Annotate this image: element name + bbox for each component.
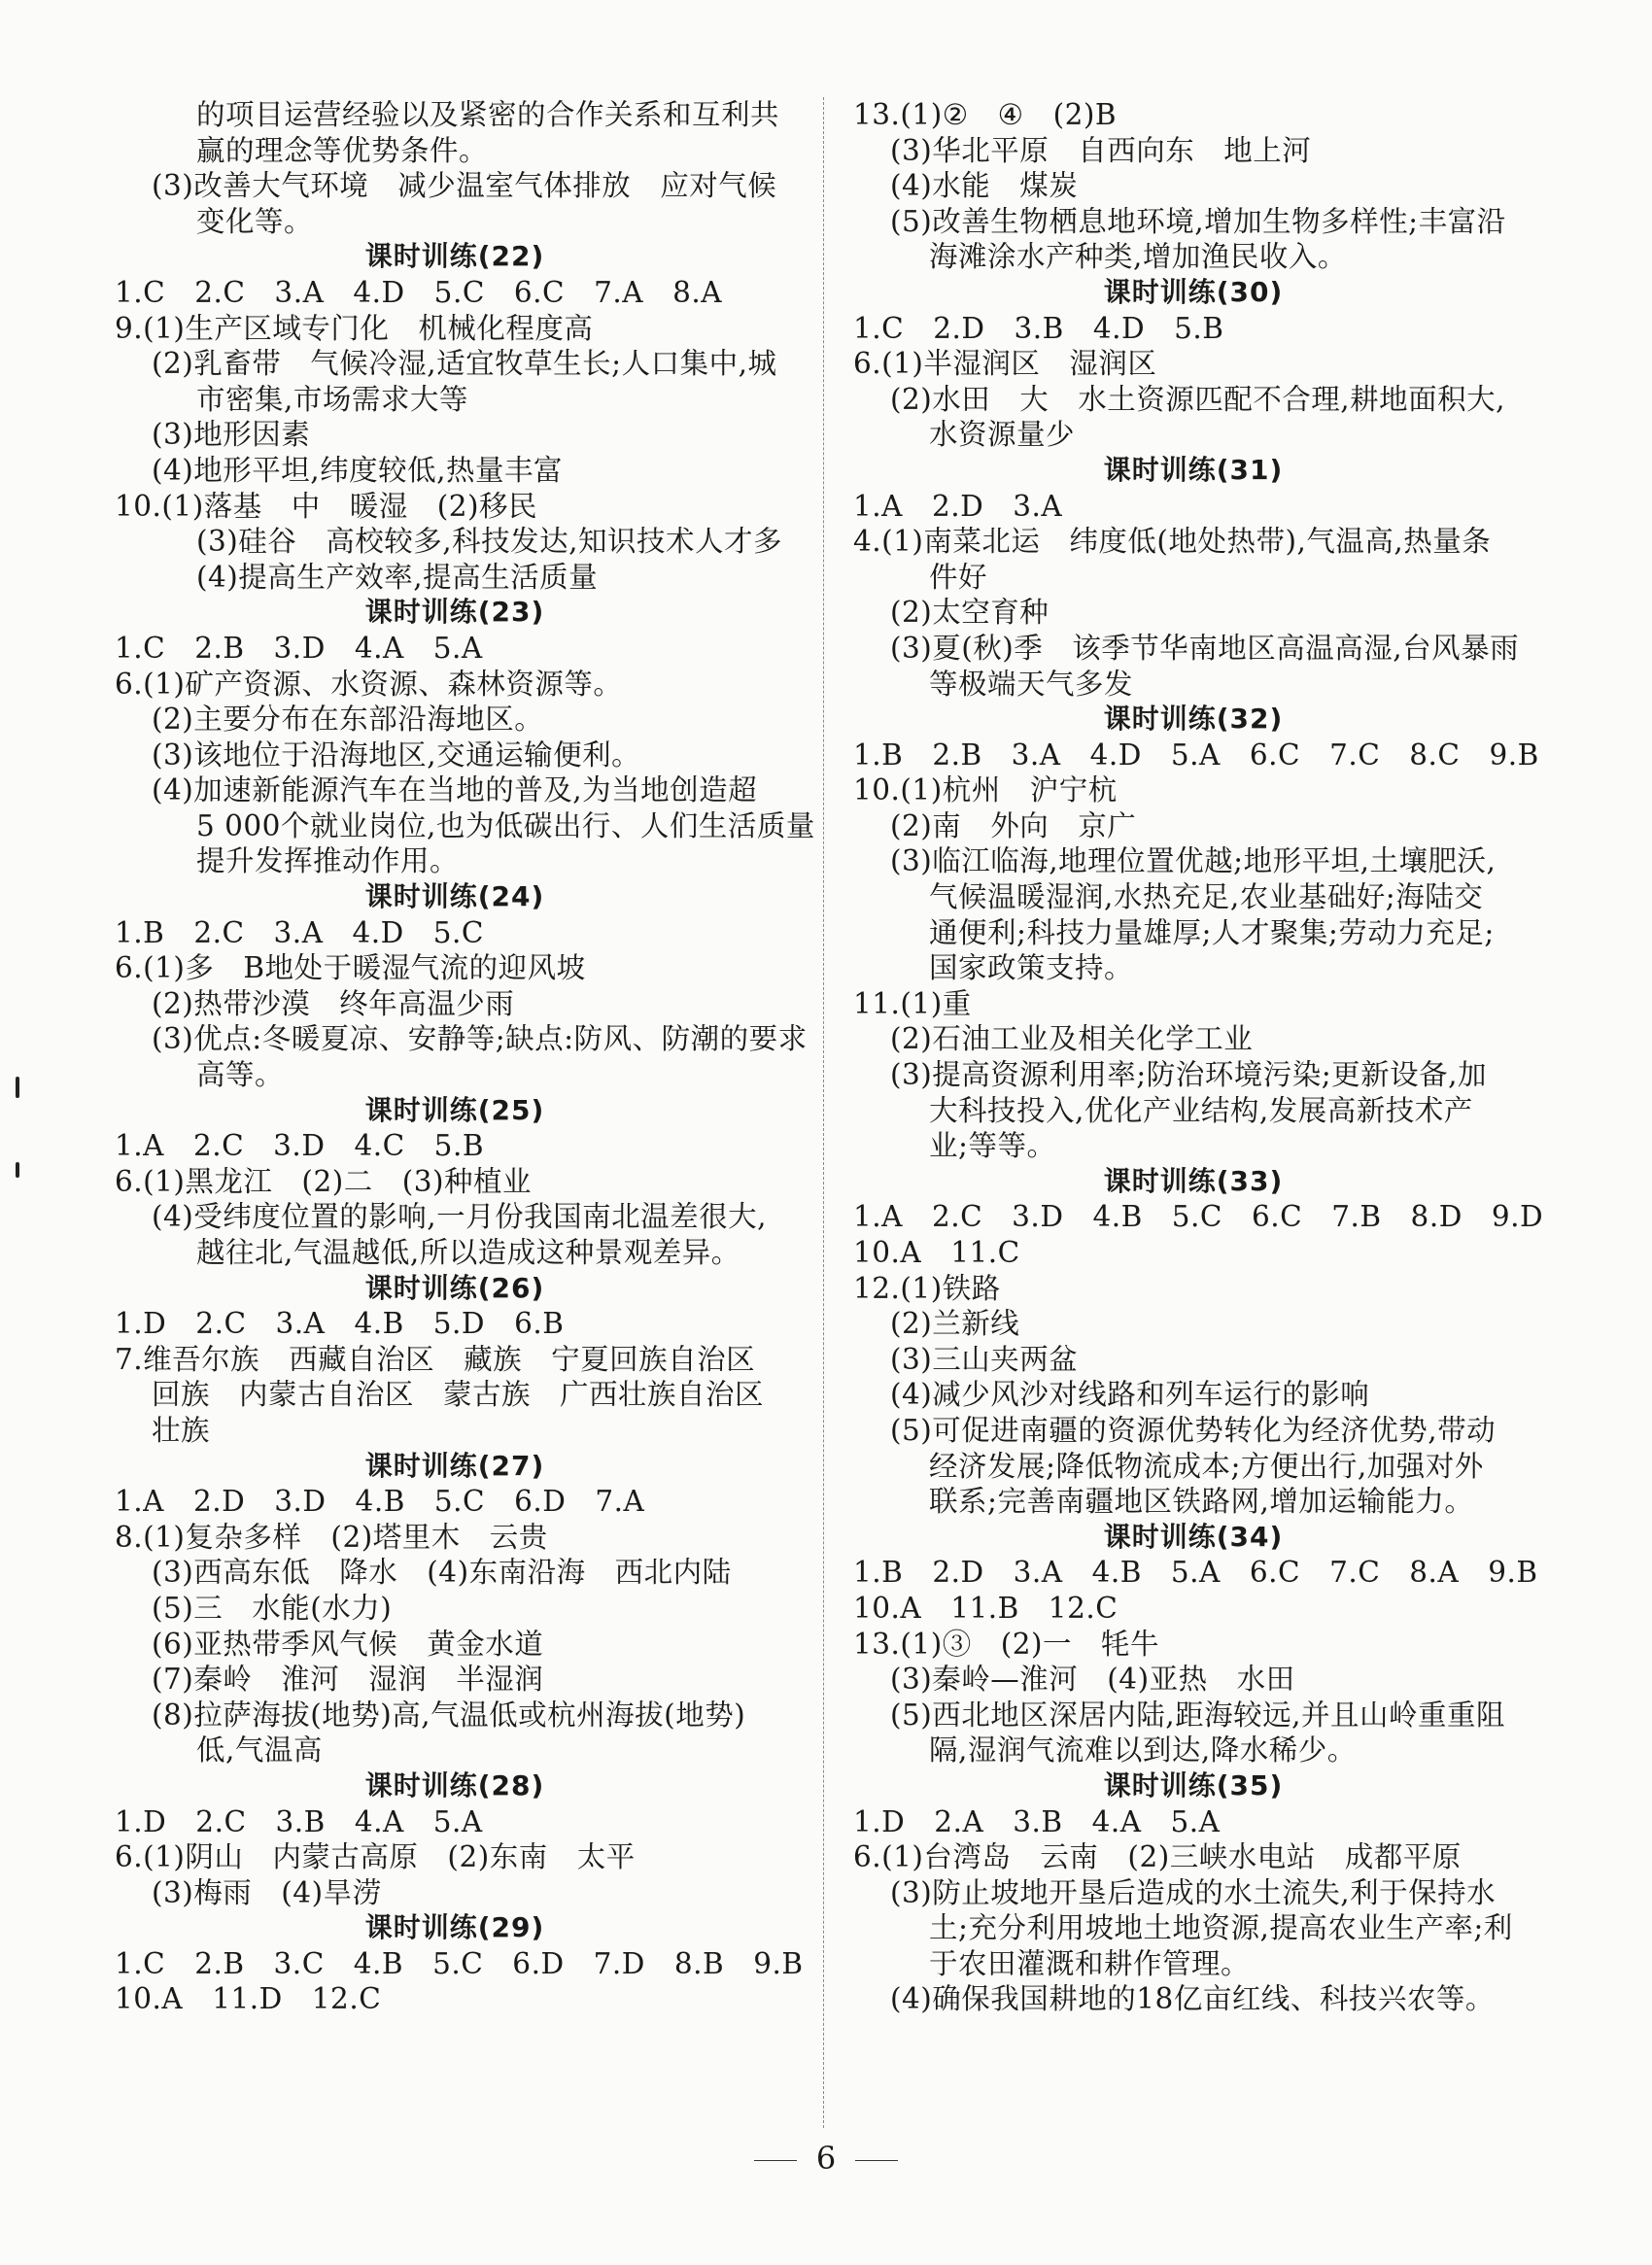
section-heading: 课时训练(27) (364, 1449, 545, 1482)
page-footer (0, 2140, 1652, 2177)
answer-line: 9.(1)生产区域专门化 机械化程度高 (115, 311, 594, 345)
answer-line: (2)水田 大 水土资源匹配不合理,耕地面积大, (890, 382, 1506, 416)
answer-line: (2)兰新线 (890, 1307, 1020, 1341)
answer-line: (5)改善生物栖息地环境,增加生物多样性;丰富沿 (890, 204, 1506, 238)
footer-dash-right (855, 2160, 898, 2161)
answer-line: 1.C 2.D 3.B 4.D 5.B (853, 311, 1224, 345)
answer-line: 10.A 11.D 12.C (115, 1982, 382, 2016)
answer-line: 1.D 2.C 3.A 4.B 5.D 6.B (115, 1307, 565, 1341)
answer-line: 8.(1)复杂多样 (2)塔里木 云贵 (115, 1520, 548, 1554)
answer-line: (5)西北地区深居内陆,距海较远,并且山岭重重阻 (890, 1698, 1506, 1732)
answer-line: 1.A 2.D 3.D 4.B 5.C 6.D 7.A (115, 1485, 645, 1519)
answer-line: 赢的理念等优势条件。 (196, 133, 489, 167)
section-heading: 课时训练(24) (364, 880, 545, 913)
right-column (853, 97, 1544, 2017)
section-heading: 课时训练(33) (1103, 1164, 1284, 1197)
answer-line: (4)水能 煤炭 (890, 169, 1079, 203)
answer-line: 1.C 2.B 3.C 4.B 5.C 6.D 7.D 8.B 9.B (115, 1946, 804, 1980)
answer-line: (2)乳畜带 气候冷湿,适宜牧草生长;人口集中,城 (152, 347, 777, 381)
section-heading: 课时训练(29) (364, 1911, 545, 1944)
answer-line: (3)华北平原 自西向东 地上河 (890, 133, 1312, 167)
answer-line: 6.(1)黑龙江 (2)二 (3)种植业 (115, 1164, 533, 1198)
answer-line: 隔,湿润气流难以到达,降水稀少。 (929, 1733, 1357, 1767)
answer-line: 1.B 2.D 3.A 4.B 5.A 6.C 7.C 8.A 9.B (853, 1556, 1538, 1590)
answer-line: (3)梅雨 (4)旱涝 (152, 1875, 382, 1909)
answer-line: (3)西高东低 降水 (4)东南沿海 西北内陆 (152, 1556, 732, 1590)
answer-line: 6.(1)矿产资源、水资源、森林资源等。 (115, 667, 623, 701)
answer-line: 联系;完善南疆地区铁路网,增加运输能力。 (929, 1485, 1474, 1519)
answer-line: 业;等等。 (929, 1129, 1056, 1163)
answer-line: (2)石油工业及相关化学工业 (890, 1022, 1254, 1056)
answer-line: 壮族 (152, 1413, 211, 1447)
answer-line: 件好 (929, 560, 988, 594)
answer-line: 土;充分利用坡地土地资源,提高农业生产率;利 (929, 1911, 1513, 1945)
answer-line: 6.(1)台湾岛 云南 (2)三峡水电站 成都平原 (853, 1840, 1462, 1874)
section-heading: 课时训练(32) (1103, 703, 1284, 736)
answer-line: 的项目运营经验以及紧密的合作关系和互利共 (196, 98, 780, 131)
answer-line: (5)三 水能(水力) (152, 1591, 393, 1625)
answer-line: 5 000个就业岗位,也为低碳出行、人们生活质量 (196, 808, 815, 842)
answer-line: 1.A 2.C 3.D 4.B 5.C 6.C 7.B 8.D 9.D (853, 1200, 1544, 1234)
answer-line: (4)地形平坦,纬度较低,热量丰富 (152, 453, 564, 487)
answer-line: 1.B 2.C 3.A 4.D 5.C (115, 915, 485, 949)
answer-line: (4)确保我国耕地的18亿亩红线、科技兴农等。 (890, 1982, 1495, 2016)
answer-line: 7.维吾尔族 西藏自治区 藏族 宁夏回族自治区 (115, 1342, 756, 1376)
answer-line: (7)秦岭 淮河 湿润 半湿润 (152, 1663, 544, 1697)
answer-line: 1.A 2.C 3.D 4.C 5.B (115, 1129, 485, 1163)
section-heading: 课时训练(26) (364, 1271, 545, 1304)
page-number: 6 (815, 2140, 837, 2177)
answer-line: 10.A 11.B 12.C (853, 1591, 1119, 1625)
answer-line: (3)硅谷 高校较多,科技发达,知识技术人才多 (196, 525, 783, 559)
answer-line: (4)减少风沙对线路和列车运行的影响 (890, 1378, 1370, 1412)
answer-line: (3)秦岭—淮河 (4)亚热 水田 (890, 1663, 1295, 1697)
answer-line: 等极端天气多发 (929, 667, 1134, 701)
answer-line: (3)临江临海,地理位置优越;地形平坦,土壤肥沃, (890, 844, 1497, 878)
answer-line: 12.(1)铁路 (853, 1271, 1001, 1305)
answer-line: (3)地形因素 (152, 418, 311, 452)
section-heading: 课时训练(22) (364, 240, 545, 273)
answer-line: (3)防止坡地开垦后造成的水土流失,利于保持水 (890, 1875, 1497, 1909)
section-heading: 课时训练(35) (1103, 1768, 1284, 1802)
answer-line: (6)亚热带季风气候 黄金水道 (152, 1627, 544, 1661)
margin-mark (16, 1162, 19, 1178)
answer-line: 10.A 11.C (853, 1236, 1020, 1269)
answer-line: 水资源量少 (929, 418, 1076, 452)
answer-line: (2)主要分布在东部沿海地区。 (152, 703, 544, 737)
answer-line: 回族 内蒙古自治区 蒙古族 广西壮族自治区 (152, 1378, 765, 1412)
section-heading: 课时训练(31) (1103, 453, 1284, 486)
answer-line: 经济发展;降低物流成本;方便出行,加强对外 (929, 1449, 1484, 1483)
answer-line: (3)夏(秋)季 该季节华南地区高温高湿,台风暴雨 (890, 631, 1520, 665)
answer-line: 1.D 2.A 3.B 4.A 5.A (853, 1804, 1221, 1838)
answer-line: 1.B 2.B 3.A 4.D 5.A 6.C 7.C 8.C 9.B (853, 738, 1539, 772)
answer-line: (4)加速新能源汽车在当地的普及,为当地创造超 (152, 773, 758, 807)
answer-line: 6.(1)多 B地处于暖湿气流的迎风坡 (115, 951, 586, 985)
answer-line: (4)受纬度位置的影响,一月份我国南北温差很大, (152, 1200, 768, 1234)
answer-line: 于农田灌溉和耕作管理。 (929, 1946, 1251, 1980)
answer-line: 高等。 (196, 1058, 285, 1092)
answer-line: 越往北,气温越低,所以造成这种景观差异。 (196, 1236, 740, 1269)
answer-line: 通便利;科技力量雄厚;人才聚集;劳动力充足; (929, 915, 1495, 949)
answer-line: (2)热带沙漠 终年高温少雨 (152, 986, 515, 1020)
answer-line: 6.(1)阴山 内蒙古高原 (2)东南 太平 (115, 1840, 636, 1874)
section-heading: 课时训练(25) (364, 1093, 545, 1126)
answer-line: (3)改善大气环境 减少温室气体排放 应对气候 (152, 169, 777, 203)
answer-line: 1.C 2.B 3.D 4.A 5.A (115, 631, 483, 665)
answer-line: (3)优点:冬暖夏凉、安静等;缺点:防风、防潮的要求 (152, 1022, 808, 1056)
answer-line: (3)三山夹两盆 (890, 1342, 1079, 1376)
answer-line: 4.(1)南菜北运 纬度低(地处热带),气温高,热量条 (853, 525, 1492, 559)
answer-line: 1.A 2.D 3.A (853, 489, 1063, 523)
answer-line: 11.(1)重 (853, 986, 972, 1020)
answer-line: 13.(1)③ (2)一 牦牛 (853, 1627, 1159, 1661)
answer-line: (8)拉萨海拔(地势)高,气温低或杭州海拔(地势) (152, 1698, 746, 1732)
answer-line: 变化等。 (196, 204, 314, 238)
answer-line: 6.(1)半湿润区 湿润区 (853, 347, 1157, 381)
answer-line: 13.(1)② ④ (2)B (853, 98, 1118, 131)
answer-line: (2)南 外向 京广 (890, 808, 1137, 842)
section-heading: 课时训练(34) (1103, 1520, 1284, 1553)
answer-line: 大科技投入,优化产业结构,发展高新技术产 (929, 1093, 1473, 1127)
answer-line: 海滩涂水产种类,增加渔民收入。 (929, 240, 1347, 274)
answer-line: 1.C 2.C 3.A 4.D 5.C 6.C 7.A 8.A (115, 275, 723, 309)
answer-line: 10.(1)落基 中 暖湿 (2)移民 (115, 489, 537, 523)
section-heading: 课时训练(28) (364, 1768, 545, 1802)
left-column (115, 97, 815, 2017)
answer-line: 国家政策支持。 (929, 951, 1134, 985)
column-divider (823, 97, 824, 2128)
answer-line: (3)该地位于沿海地区,交通运输便利。 (152, 738, 641, 772)
answer-line: 提升发挥推动作用。 (196, 844, 460, 878)
answer-line: (3)提高资源利用率;防治环境污染;更新设备,加 (890, 1058, 1488, 1092)
answer-line: (2)太空育种 (890, 596, 1050, 630)
answer-line: 低,气温高 (196, 1733, 323, 1767)
answer-line: 10.(1)杭州 沪宁杭 (853, 773, 1118, 807)
answer-line: 1.D 2.C 3.B 4.A 5.A (115, 1804, 483, 1838)
answer-line: 市密集,市场需求大等 (196, 382, 468, 416)
footer-dash-left (754, 2160, 797, 2161)
section-heading: 课时训练(30) (1103, 275, 1284, 308)
margin-mark (16, 1077, 19, 1098)
answer-line: (5)可促进南疆的资源优势转化为经济优势,带动 (890, 1413, 1497, 1447)
answer-line: 气候温暖湿润,水热充足,农业基础好;海陆交 (929, 880, 1484, 914)
answer-line: (4)提高生产效率,提高生活质量 (196, 560, 599, 594)
section-heading: 课时训练(23) (364, 596, 545, 629)
